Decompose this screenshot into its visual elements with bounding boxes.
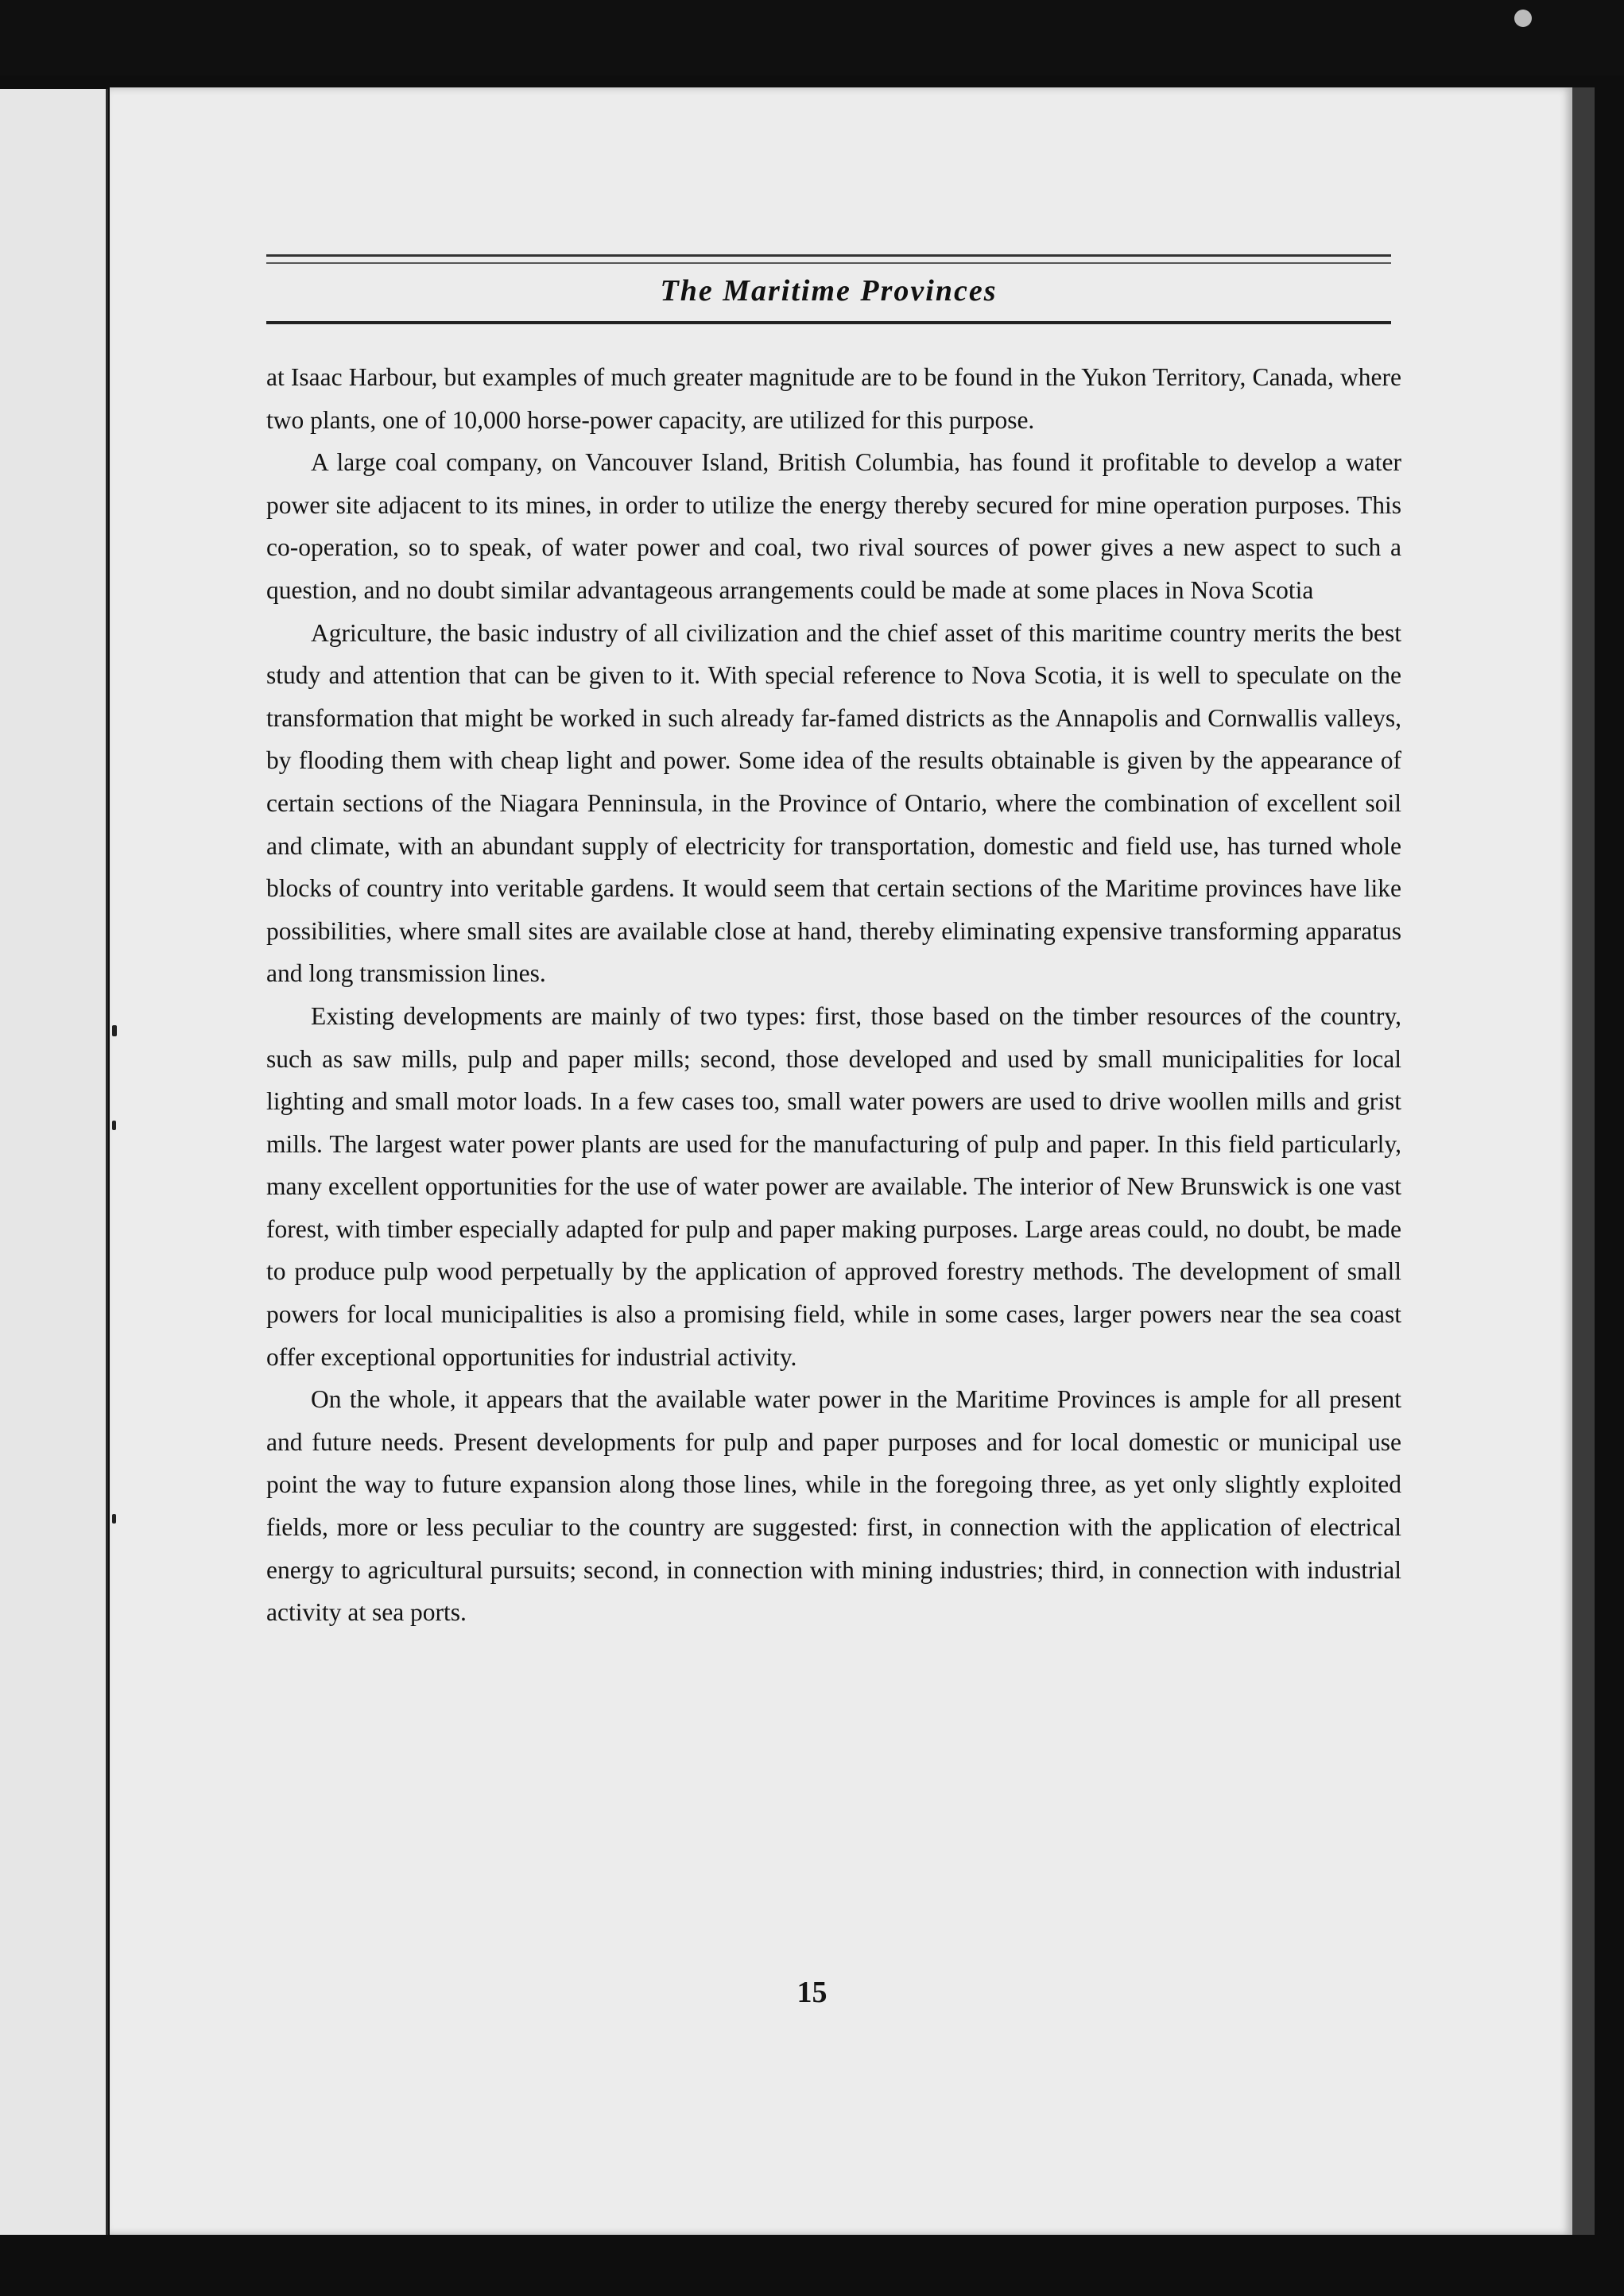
header-rule-thin (266, 262, 1391, 264)
scan-speck (1514, 10, 1532, 27)
body-text (266, 356, 1401, 1634)
paragraph-continued: at Isaac Harbour, but examples of much greater magnitude are to be found in the Yukon Territory, Canada, where two plants, one of 10,000 horse-power capacity, are utilized for this purpose. (266, 363, 1401, 434)
scan-speck (112, 1025, 117, 1036)
scan-speck (112, 1514, 116, 1524)
paragraph: Existing developments are mainly of two types: first, those based on the timber resources of the country, such as saw mills, pulp and paper mills; second, those developed and used by small municipalities for local lighting and small motor loads. In a few cases too, small water powers are used to drive woollen mills and grist mills. The largest water power plants are used for the manufacturing of pulp and paper. In this field particularly, many excellent opportunities for the use of water power are available. The interior of New Brunswick is one vast forest, with timber especially adapted for pulp and paper making purposes. Large areas could, no doubt, be made to produce pulp wood perpetually by the application of approved forestry methods. The development of small powers for local municipalities is also a promising field, while in some cases, larger powers near the sea coast offer exceptional opportunities for industrial activity. (266, 1001, 1401, 1371)
header-rule-bottom (266, 321, 1391, 324)
facing-page-edge (0, 89, 108, 2235)
paragraph: On the whole, it appears that the available water power in the Maritime Provinces is ample for all present and future needs. Present developments for pulp and paper purposes and for local domestic or municipal use point the way to future expansion along those lines, while in the foregoing three, as yet only slightly exploited fields, more or less peculiar to the country are suggested: first, in connection with the application of electrical energy to agricultural pursuits; second, in connection with mining industries; third, in connection with industrial activity at sea ports. (266, 1385, 1401, 1627)
scan-speck (112, 1121, 116, 1130)
running-head: The Maritime Provinces (660, 274, 998, 308)
paragraph: A large coal company, on Vancouver Island, British Columbia, has found it profitable to develop a water power site adjacent to its mines, in order to utilize the energy thereby secured for mine operation purposes. This co-operation, so to speak, of water power and coal, two rival sources of power gives a new aspect to such a question, and no doubt similar advantageous arrangements could be made at some places in Nova Scotia (266, 448, 1401, 604)
scan-border-top (0, 0, 1624, 76)
header-rule-double (266, 254, 1391, 257)
paragraph: Agriculture, the basic industry of all civilization and the chief asset of this maritime country merits the best study and attention that can be given to it. With special reference to Nova Scotia, it is well to speculate on the transformation that might be worked in such already far-famed districts as the Annapolis and Cornwallis valleys, by flooding them with cheap light and power. Some idea of the results obtainable is given by the appearance of certain sections of the Niagara Penninsula, in the Province of Ontario, where the combination of excellent soil and climate, with an abundant supply of electricity for transportation, domestic and field use, has turned whole blocks of country into veritable gardens. It would seem that certain sections of the Maritime provinces have like possibilities, where small sites are available close at hand, thereby eliminating expensive transforming apparatus and long transmission lines. (266, 618, 1401, 988)
page-header (266, 165, 1391, 324)
page-number: 15 (796, 1976, 828, 2009)
